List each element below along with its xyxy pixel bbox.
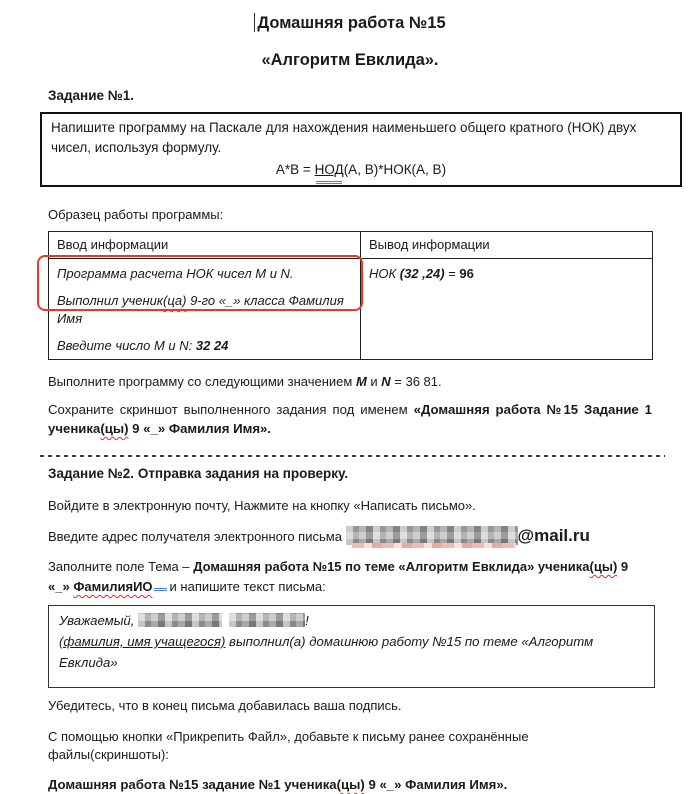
- table-cell-input: [49, 259, 361, 360]
- censored-name-pixelation: [138, 613, 222, 627]
- doc-title-line: [0, 0, 700, 34]
- input-line-1: Программа расчета НОК чисел M и N.: [57, 266, 294, 281]
- table-header-input: Ввод информации: [49, 232, 361, 259]
- attach-file-bold-start: Домашняя работа №15 задание №1 ученика: [48, 777, 337, 792]
- table-header-row: [49, 232, 653, 259]
- run-suffix: = 36 81.: [390, 374, 442, 389]
- subject-suffix: и напишите текст письма:: [169, 579, 326, 594]
- save-instruction: [48, 400, 652, 438]
- letter-body-underlined: (фамилия, имя учащегося): [59, 634, 226, 649]
- formula-suffix: (А, В)*НОК(А, В): [343, 162, 447, 177]
- login-instruction: Войдите в электронную почту, Нажмите на кнопку «Написать письмо».: [48, 498, 476, 513]
- letter-body: [59, 631, 644, 673]
- input-line-3-value: 32 24: [195, 338, 229, 353]
- signature-note: Убедитесь, что в конец письма добавилась ваша подпись.: [48, 698, 402, 713]
- output-func: НОК: [369, 266, 400, 281]
- input-line-3-label: Введите число M и N:: [57, 338, 196, 353]
- letter-greeting: [59, 610, 644, 631]
- text-cursor-icon: [254, 13, 255, 32]
- attach-file-typo: (цы): [336, 777, 365, 792]
- sample-program-table: [48, 231, 653, 360]
- email-instruction: [48, 525, 652, 548]
- doc-subtitle: «Алгоритм Евклида».: [261, 51, 439, 69]
- task1-heading: Задание №1.: [48, 88, 135, 103]
- attach-file-bold-end: 9 «_» Фамилия Имя».: [364, 777, 508, 792]
- output-equals: =: [444, 266, 460, 281]
- run-prefix: Выполните программу со следующими значением: [48, 374, 356, 389]
- letter-body-rest: выполнил(а) домашнюю работу №15 по теме «Алгоритм Евклида»: [59, 634, 594, 670]
- save-prefix: Сохраните скриншот выполненного задания под именем: [48, 402, 414, 417]
- input-line-2-typo: (ца): [162, 293, 187, 308]
- subject-typo: (цы): [589, 559, 618, 574]
- save-bold-start: «Домашняя работа №15 Задание 1 ученика: [48, 402, 653, 436]
- subject-bold-1: Домашняя работа №15 по теме «Алгоритм Евклида» ученика: [193, 559, 590, 574]
- input-line-2: [57, 292, 352, 328]
- letter-greeting-suffix: !: [305, 613, 309, 628]
- table-header-output: Вывод информации: [361, 232, 653, 259]
- input-line-2-prefix: Выполнил ученик: [57, 293, 163, 308]
- email-prefix: Введите адрес получателя электронного письма: [48, 529, 346, 544]
- subject-typo-name: ФамилияИО: [73, 579, 153, 594]
- table-body-row: [49, 259, 653, 360]
- run-conj: и: [366, 374, 382, 389]
- doc-title: Домашняя работа №15: [257, 14, 446, 32]
- sample-caption: Образец работы программы:: [48, 207, 224, 222]
- formula-line: [51, 160, 671, 180]
- censored-email-pixelation: [346, 526, 518, 545]
- formula-underlined-term: НОД: [314, 162, 344, 177]
- save-typo: (цы): [100, 421, 129, 436]
- task1-statement-box: [40, 112, 682, 187]
- letter-greeting-prefix: Уважаемый,: [59, 613, 139, 628]
- run-var-m: M: [355, 374, 367, 389]
- task1-statement: Напишите программу на Паскале для нахождения наименьшего общего кратного (НОК) двух чисел, используя формулу.: [51, 120, 637, 155]
- letter-text-box: [48, 605, 655, 688]
- task2-heading: Задание №2. Отправка задания на проверку.: [48, 466, 349, 481]
- attach-file-name: [48, 776, 652, 794]
- attach-note: С помощью кнопки «Прикрепить Файл», добавьте к письму ранее сохранённые файлы(скриншоты):: [48, 729, 529, 762]
- output-args: (32 ,24): [399, 266, 445, 281]
- censored-name-pixelation-2: [229, 613, 305, 627]
- table-cell-output: [361, 259, 653, 360]
- input-line-2-suffix: 9-го «_» класса Фамилия Имя: [57, 293, 344, 326]
- subject-instruction: [48, 557, 652, 597]
- save-bold-end: 9 «_» Фамилия Имя».: [128, 421, 272, 436]
- dashed-separator: [40, 455, 665, 457]
- grammar-mark-icon: [154, 580, 167, 591]
- email-domain: @mail.ru: [517, 526, 590, 545]
- input-line-3: [57, 337, 352, 355]
- subject-bold-2: 9 «_»: [48, 559, 629, 594]
- output-result: 96: [459, 266, 474, 281]
- subject-prefix: Заполните поле Тема –: [48, 559, 194, 574]
- formula-prefix: А*В =: [275, 162, 315, 177]
- run-var-n: N: [381, 374, 391, 389]
- run-instruction: [48, 373, 652, 391]
